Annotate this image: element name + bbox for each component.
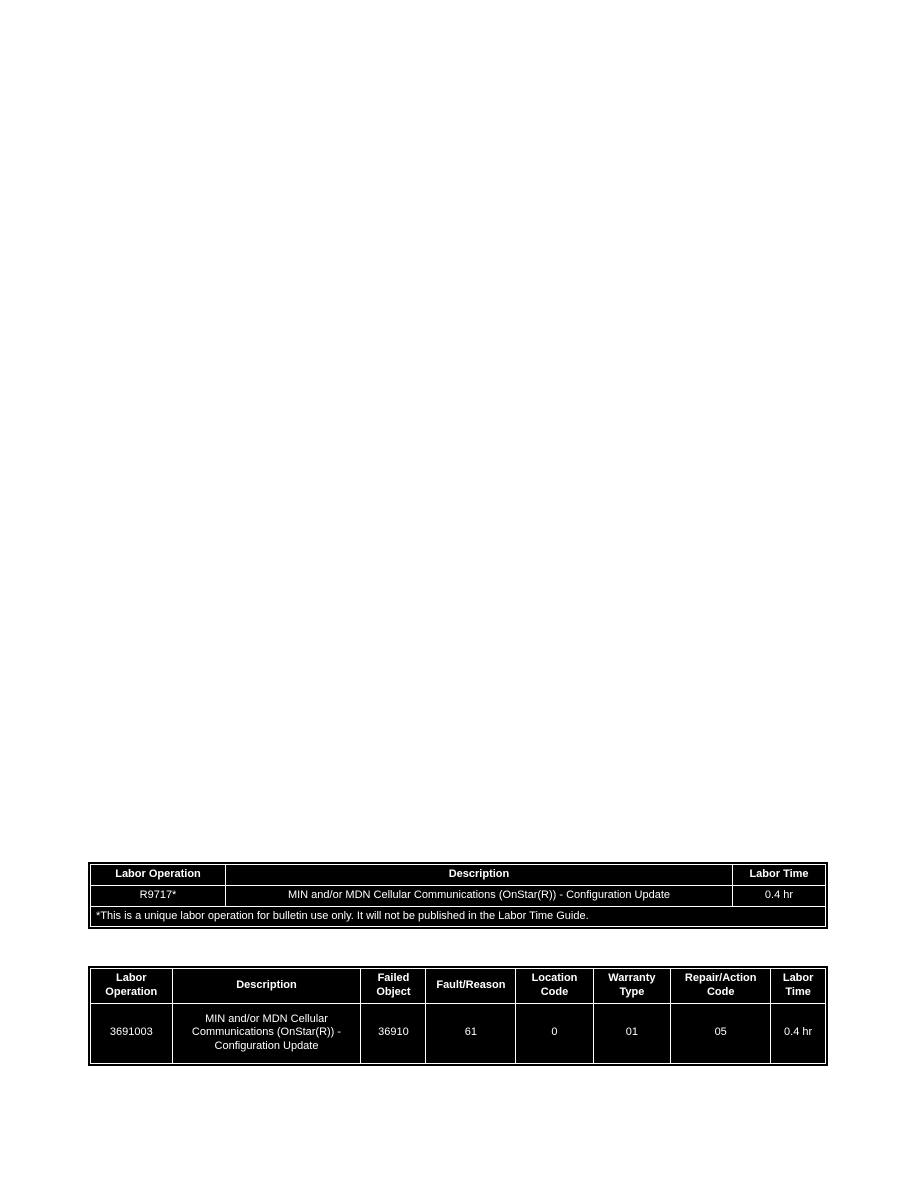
header-line-1: Failed <box>377 972 410 984</box>
header-line-1: Location <box>531 972 578 984</box>
header-labor-operation <box>91 969 173 1004</box>
labor-operation-table-container <box>88 862 828 929</box>
header-line-1: Repair/Action <box>684 972 757 984</box>
warranty-information-table <box>90 968 826 1064</box>
header-repair-action-code <box>671 969 771 1004</box>
header-line-2: Code <box>706 985 735 998</box>
description-line-1: MIN and/or MDN Cellular <box>205 1012 328 1025</box>
table-header-row <box>91 969 826 1004</box>
table-header-row <box>91 865 826 886</box>
description-line-2: Communications (OnStar(R)) - <box>191 1026 342 1039</box>
header-failed-object <box>361 969 426 1004</box>
header-labor-time <box>771 969 826 1004</box>
header-line-1: Labor <box>782 972 814 984</box>
header-line-1: Labor <box>115 972 147 984</box>
cell-repair-action-code: 05 <box>671 1003 771 1063</box>
header-labor-operation: Labor Operation <box>91 865 226 886</box>
header-labor-time: Labor Time <box>733 865 826 886</box>
header-line-1: Warranty <box>608 972 656 984</box>
cell-failed-object: 36910 <box>361 1003 426 1063</box>
cell-location-code: 0 <box>516 1003 593 1063</box>
labor-operation-table <box>90 864 826 927</box>
labor-operation-footnote: *This is a unique labor operation for bulletin use only. It will not be published in the Labor Time Guide. <box>91 906 826 927</box>
description-line-3: Configuration Update <box>214 1040 319 1052</box>
cell-labor-operation: 3691003 <box>91 1003 173 1063</box>
cell-labor-time: 0.4 hr <box>733 885 826 906</box>
header-line-2: Object <box>376 985 411 998</box>
header-warranty-type <box>593 969 670 1004</box>
table-footnote-row <box>91 906 826 927</box>
header-line-2: Operation <box>105 985 158 998</box>
table-row <box>91 1003 826 1063</box>
cell-description: MIN and/or MDN Cellular Communications (OnStar(R)) - Configuration Update <box>226 885 733 906</box>
cell-labor-time: 0.4 hr <box>771 1003 826 1063</box>
header-line-2: Time <box>785 985 811 998</box>
cell-fault-reason: 61 <box>426 1003 516 1063</box>
warranty-table-container <box>88 966 828 1066</box>
cell-labor-operation: R9717* <box>91 885 226 906</box>
header-location-code <box>516 969 593 1004</box>
cell-description <box>172 1003 361 1063</box>
header-description: Description <box>172 969 361 1004</box>
header-line-2: Type <box>619 985 645 998</box>
cell-warranty-type: 01 <box>593 1003 670 1063</box>
header-fault-reason: Fault/Reason <box>426 969 516 1004</box>
table-row <box>91 885 826 906</box>
header-description: Description <box>226 865 733 886</box>
header-line-2: Code <box>540 985 569 998</box>
